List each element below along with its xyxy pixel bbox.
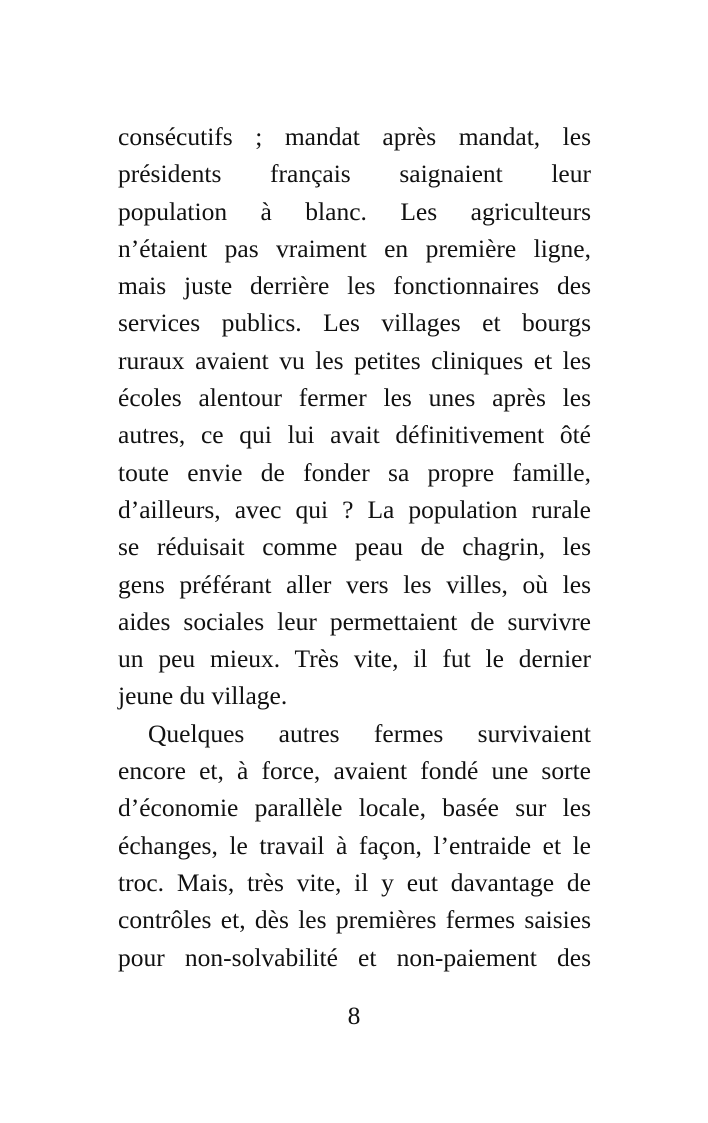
text-line: présidents français saignaient leur (118, 159, 591, 189)
text-line: population à blanc. Les agriculteurs (118, 196, 591, 226)
text-line: services publics. Les villages et bourgs (118, 308, 591, 338)
text-line: troc. Mais, très vite, il y eut davantage de (118, 867, 591, 897)
paragraph (118, 715, 591, 976)
text-line: consécutifs ; mandat après mandat, les (118, 122, 591, 151)
text-line: d’économie parallèle locale, basée sur les (118, 793, 591, 823)
text-line: échanges, le travail à façon, l’entraide et le (118, 830, 591, 860)
text-line: toute envie de fonder sa propre famille, (118, 457, 591, 487)
page-number: 8 (347, 1001, 361, 1030)
text-line: pour non-solvabilité et non-paiement des (118, 942, 591, 972)
text-line: jeune du village. (118, 681, 288, 711)
text-line: se réduisait comme peau de chagrin, les (118, 532, 591, 562)
text-line: écoles alentour fermer les unes après les (118, 383, 591, 413)
text-line: gens préférant aller vers les villes, où les (118, 569, 591, 599)
text-line: autres, ce qui lui avait définitivement ôté (118, 420, 591, 450)
text-line: aides sociales leur permettaient de survivre (118, 606, 591, 636)
body-text (118, 118, 591, 976)
paragraph (118, 118, 591, 715)
text-line: n’étaient pas vraiment en première ligne, (118, 233, 591, 263)
text-line: d’ailleurs, avec qui ? La population rurale (118, 494, 591, 524)
text-line: mais juste derrière les fonctionnaires des (118, 271, 591, 301)
text-line: Quelques autres fermes survivaient (148, 718, 591, 748)
text-line: contrôles et, dès les premières fermes saisies (118, 905, 591, 935)
text-line: encore et, à force, avaient fondé une sorte (118, 756, 591, 786)
text-line: ruraux avaient vu les petites cliniques et les (118, 345, 591, 375)
text-line: un peu mieux. Très vite, il fut le dernier (118, 644, 591, 674)
